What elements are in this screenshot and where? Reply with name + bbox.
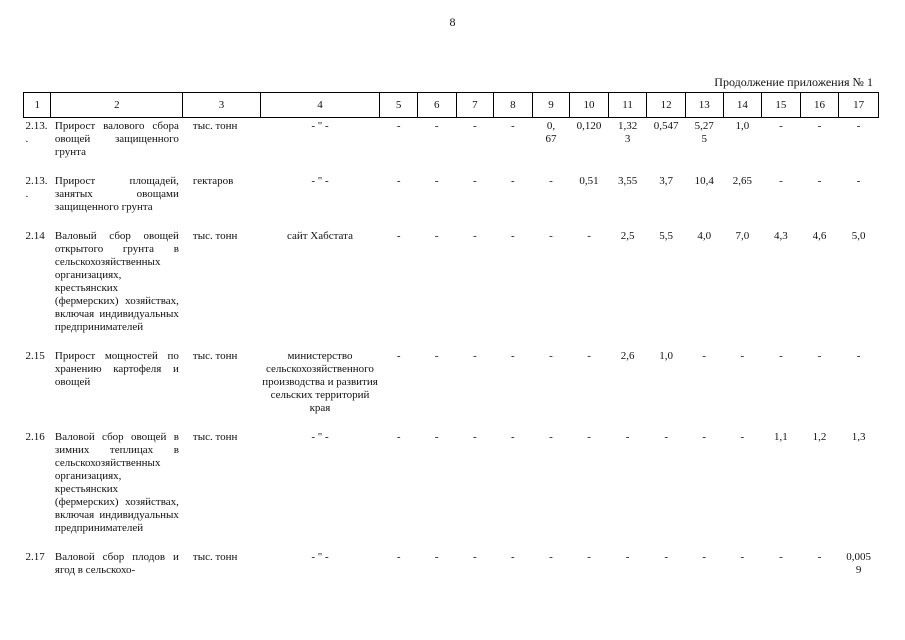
value-cell: -: [396, 120, 401, 132]
value-cell: -: [856, 350, 861, 362]
table-row: [24, 348, 879, 429]
value-cell: -: [702, 431, 707, 443]
value-cell: -: [779, 120, 783, 132]
value-cell: -: [472, 230, 477, 242]
column-header: 4: [260, 93, 380, 118]
column-header: 5: [380, 93, 418, 118]
column-header: 12: [647, 93, 686, 118]
unit: тыс. тонн: [192, 350, 238, 362]
value-cell: -: [434, 175, 439, 187]
column-header: 13: [685, 93, 723, 118]
indicator-name: Валовый сбор овощей открытого грунта в сельскохозяйственных организациях, крестьянских (фермерских) хозяйствах, включая индивидуальных предпринимателей: [54, 230, 179, 333]
value-cell: 7,0: [735, 230, 750, 242]
column-header: 10: [570, 93, 609, 118]
value-cell: -: [549, 230, 553, 242]
table-row: [24, 173, 879, 228]
value-cell: 5,0: [851, 230, 866, 242]
row-number: 2.15: [25, 350, 45, 362]
table-row: [24, 118, 879, 174]
value-cell: -: [434, 230, 439, 242]
value-cell: -: [434, 350, 439, 362]
value-cell: 2,6: [620, 350, 635, 362]
table-row: [24, 549, 879, 591]
value-cell: -: [549, 175, 553, 187]
value-cell: 1,32 3: [617, 120, 638, 145]
value-cell: -: [472, 120, 477, 132]
value-cell: -: [856, 175, 861, 187]
value-cell: -: [625, 551, 630, 563]
source: - " -: [311, 551, 329, 563]
column-header: 14: [723, 93, 762, 118]
indicator-name: Валовой сбор плодов и ягод в сельскохо-: [54, 551, 179, 576]
value-cell: -: [511, 551, 515, 563]
value-cell: -: [396, 175, 401, 187]
value-cell: -: [549, 551, 553, 563]
row-number: 2.17: [25, 551, 45, 563]
value-cell: -: [817, 120, 822, 132]
value-cell: -: [779, 350, 783, 362]
value-cell: -: [396, 431, 401, 443]
column-header: 1: [24, 93, 51, 118]
value-cell: -: [817, 551, 822, 563]
value-cell: 4,0: [697, 230, 712, 242]
value-cell: -: [434, 431, 439, 443]
value-cell: -: [511, 120, 515, 132]
value-cell: 10,4: [694, 175, 714, 187]
value-cell: 4,3: [774, 230, 788, 242]
value-cell: 2,65: [732, 175, 752, 187]
header-row: [24, 93, 879, 118]
value-cell: -: [472, 175, 477, 187]
value-cell: -: [472, 431, 477, 443]
value-cell: -: [472, 551, 477, 563]
value-cell: -: [625, 431, 630, 443]
source: сайт Хабстата: [286, 230, 353, 242]
page-number: 8: [449, 15, 456, 29]
value-cell: -: [511, 350, 515, 362]
row-number: 2.13. .: [25, 175, 48, 200]
value-cell: 0,005 9: [846, 551, 871, 576]
value-cell: 1,3: [851, 431, 866, 443]
value-cell: -: [702, 551, 707, 563]
value-cell: -: [779, 551, 783, 563]
value-cell: -: [511, 230, 515, 242]
column-header: 15: [762, 93, 801, 118]
value-cell: 0,120: [576, 120, 602, 132]
source: министерство сельскохозяйственного производства и развития сельских территорий края: [262, 350, 378, 414]
value-cell: 4,6: [812, 230, 827, 242]
unit: гектаров: [192, 175, 234, 187]
value-cell: -: [817, 350, 822, 362]
source: - " -: [311, 120, 329, 132]
value-cell: -: [472, 350, 477, 362]
row-number: 2.16: [25, 431, 45, 443]
value-cell: -: [856, 120, 861, 132]
unit: тыс. тонн: [192, 120, 238, 132]
value-cell: -: [587, 431, 591, 443]
unit: тыс. тонн: [192, 230, 238, 242]
value-cell: 5,27 5: [694, 120, 714, 145]
value-cell: 1,2: [812, 431, 827, 443]
column-header: 3: [183, 93, 260, 118]
indicator-name: Прирост валового сбора овощей защищенного грунта: [54, 120, 179, 158]
value-cell: -: [511, 175, 515, 187]
column-header: 2: [51, 93, 183, 118]
value-cell: -: [434, 551, 439, 563]
value-cell: -: [740, 431, 745, 443]
value-cell: -: [396, 230, 401, 242]
value-cell: -: [779, 175, 783, 187]
value-cell: -: [511, 431, 515, 443]
value-cell: -: [396, 551, 401, 563]
value-cell: -: [740, 551, 745, 563]
value-cell: -: [664, 551, 669, 563]
value-cell: -: [817, 175, 822, 187]
value-cell: 1,0: [735, 120, 750, 132]
data-table: [23, 92, 879, 591]
value-cell: -: [587, 551, 591, 563]
indicator-name: Прирост площадей, занятых овощами защищенного грунта: [54, 175, 179, 213]
value-cell: 2,5: [620, 230, 635, 242]
value-cell: -: [549, 350, 553, 362]
unit: тыс. тонн: [192, 431, 238, 443]
column-header: 11: [608, 93, 647, 118]
indicator-name: Прирост мощностей по хранению картофеля и овощей: [54, 350, 179, 388]
value-cell: 0, 67: [545, 120, 557, 145]
continuation-label: Продолжение приложения № 1: [714, 75, 873, 89]
value-cell: -: [740, 350, 745, 362]
column-header: 9: [532, 93, 570, 118]
row-number: 2.14: [25, 230, 45, 242]
source: - " -: [311, 431, 329, 443]
value-cell: -: [434, 120, 439, 132]
value-cell: -: [702, 350, 707, 362]
table-row: [24, 228, 879, 348]
row-number: 2.13. .: [25, 120, 48, 145]
value-cell: -: [587, 350, 591, 362]
value-cell: 0,51: [579, 175, 599, 187]
column-header: 7: [456, 93, 494, 118]
indicator-name: Валовой сбор овощей в зимних теплицах в сельскохозяйственных организациях, крестьянских (фермерских) хозяйствах, включая индивидуальных предпринимателей: [54, 431, 179, 534]
value-cell: 3,7: [659, 175, 674, 187]
value-cell: -: [587, 230, 591, 242]
value-cell: 5,5: [659, 230, 674, 242]
value-cell: 0,547: [653, 120, 679, 132]
column-header: 16: [800, 93, 839, 118]
value-cell: 3,55: [617, 175, 638, 187]
table-row: [24, 429, 879, 549]
column-header: 6: [417, 93, 456, 118]
unit: тыс. тонн: [192, 551, 238, 563]
value-cell: -: [549, 431, 553, 443]
source: - " -: [311, 175, 329, 187]
value-cell: -: [396, 350, 401, 362]
value-cell: -: [664, 431, 669, 443]
value-cell: 1,1: [774, 431, 788, 443]
column-header: 8: [494, 93, 533, 118]
column-header: 17: [839, 93, 879, 118]
value-cell: 1,0: [659, 350, 674, 362]
